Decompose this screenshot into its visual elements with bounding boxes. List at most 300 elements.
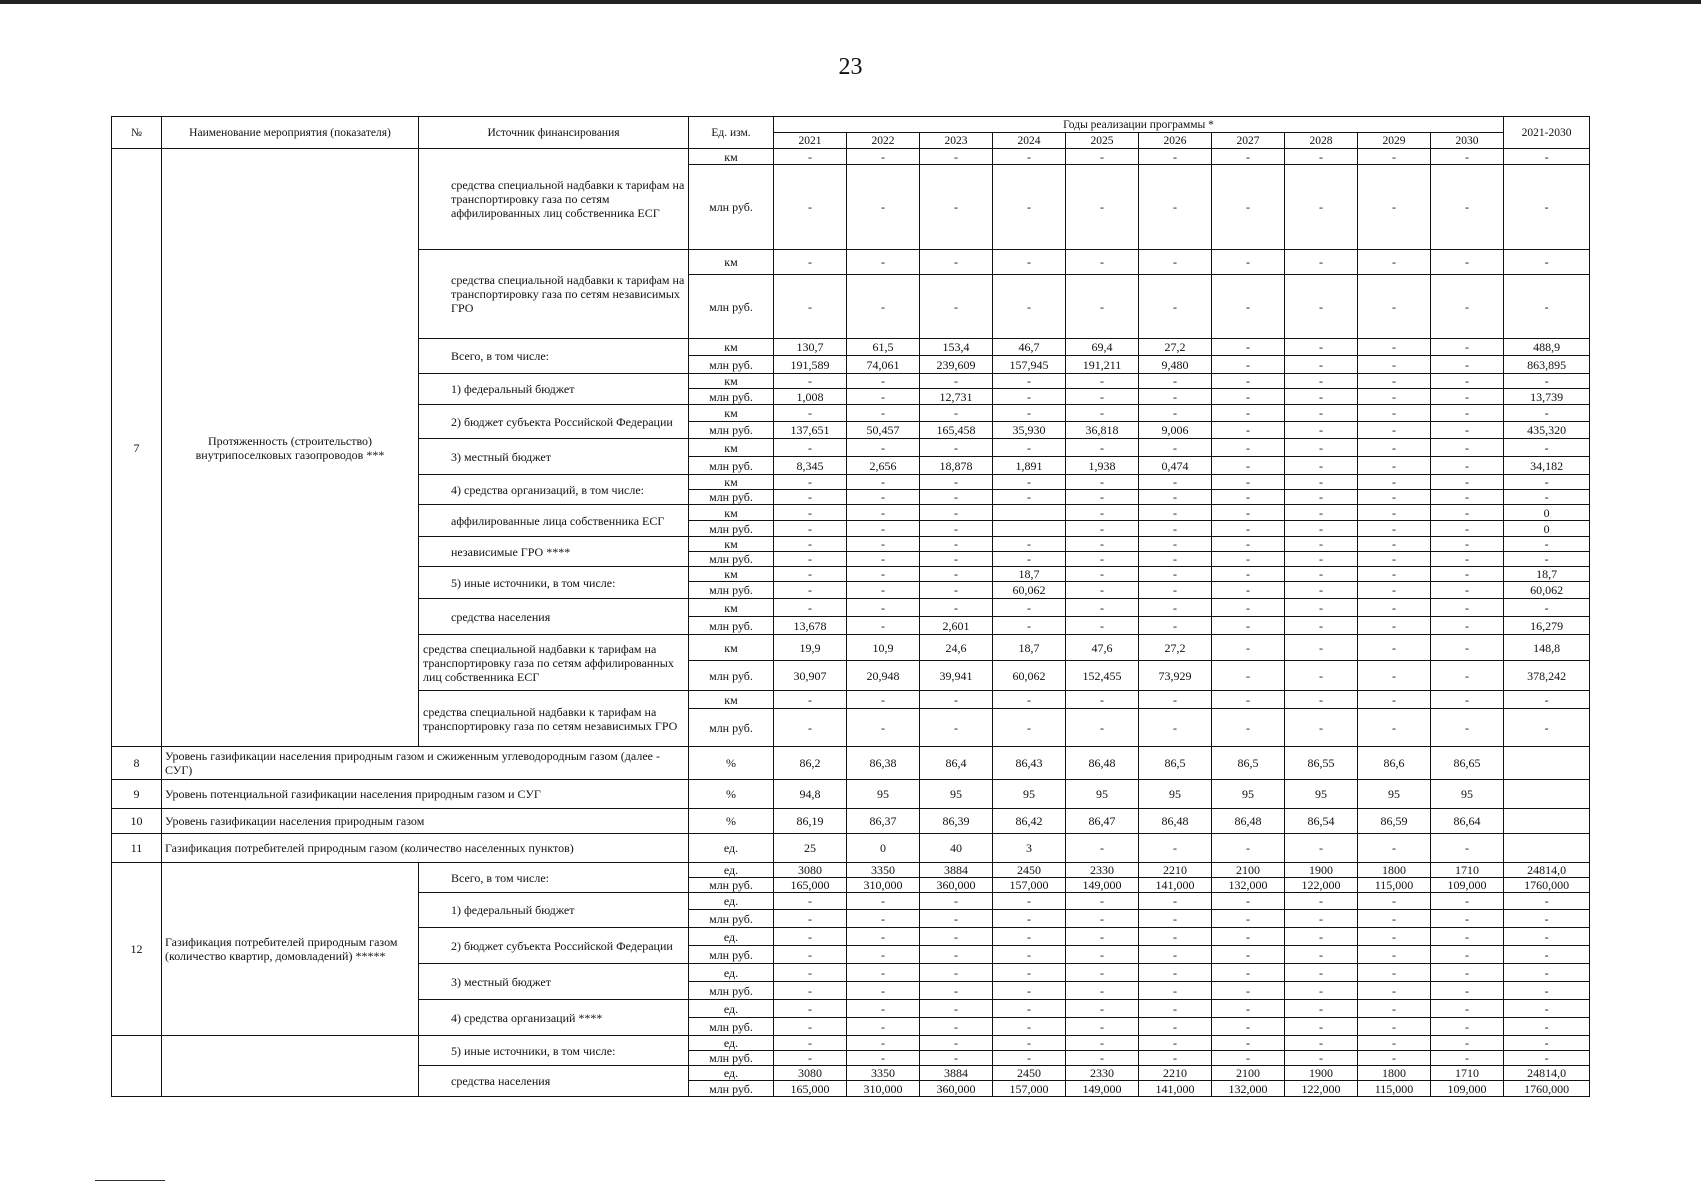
value-cell: - [847,475,920,490]
value-cell: 1,891 [993,457,1066,475]
value-cell: - [1285,165,1358,250]
value-cell: - [1285,661,1358,691]
value-cell: - [1066,834,1139,863]
value-cell: - [1358,521,1431,537]
value-cell: - [774,275,847,339]
total-cell: 863,895 [1504,356,1590,374]
value-cell: - [1212,457,1285,475]
value-cell: - [1212,552,1285,567]
value-cell: - [1066,964,1139,982]
value-cell: - [774,250,847,275]
value-cell: - [847,946,920,964]
total-cell: 24814,0 [1504,1066,1590,1081]
value-cell: 157,945 [993,356,1066,374]
value-cell: 86,5 [1212,747,1285,780]
source-cell: 2) бюджет субъекта Российской Федерации [419,405,689,439]
value-cell: 69,4 [1066,339,1139,356]
value-cell: - [1212,374,1285,389]
value-cell: - [1139,439,1212,457]
value-cell: - [1212,356,1285,374]
unit-cell: млн руб. [689,582,774,599]
value-cell: 30,907 [774,661,847,691]
value-cell: - [920,964,993,982]
value-cell: 2,656 [847,457,920,475]
indicator-row [112,747,1590,780]
value-cell: 86,48 [1139,809,1212,834]
unit-cell: млн руб. [689,982,774,1000]
unit-cell: км [689,475,774,490]
value-cell: - [993,946,1066,964]
unit-cell: % [689,809,774,834]
total-cell: - [1504,691,1590,709]
item-number: 8 [112,747,162,780]
value-cell: - [920,982,993,1000]
value-cell: - [1212,339,1285,356]
value-cell: - [920,439,993,457]
value-cell: - [1431,691,1504,709]
value-cell: - [993,1000,1066,1018]
value-cell: - [993,928,1066,946]
value-cell: - [1358,505,1431,521]
value-cell: - [774,567,847,582]
value-cell: 149,000 [1066,878,1139,893]
value-cell: - [1066,439,1139,457]
value-cell: 8,345 [774,457,847,475]
value-cell: 2210 [1139,863,1212,878]
value-cell: - [1431,165,1504,250]
value-cell: - [1358,910,1431,928]
value-cell: - [847,275,920,339]
value-cell: - [993,1051,1066,1066]
indicator-name: Уровень потенциальной газификации населения природным газом и СУГ [162,780,689,809]
value-cell: - [1066,893,1139,910]
value-cell: - [1358,374,1431,389]
value-cell: 109,000 [1431,1081,1504,1097]
header-year: 2026 [1139,133,1212,149]
total-cell: - [1504,374,1590,389]
value-cell: - [1212,422,1285,439]
value-cell: 86,4 [920,747,993,780]
value-cell: - [1139,1051,1212,1066]
value-cell: - [1431,1018,1504,1036]
unit-cell: ед. [689,1066,774,1081]
value-cell: - [847,149,920,165]
value-cell: - [1212,505,1285,521]
value-cell: - [1285,1000,1358,1018]
value-cell: 360,000 [920,878,993,893]
total-cell: - [1504,552,1590,567]
value-cell: - [1431,910,1504,928]
total-cell: 34,182 [1504,457,1590,475]
value-cell: - [847,521,920,537]
value-cell: - [1358,1036,1431,1051]
total-cell: - [1504,165,1590,250]
total-cell: 148,8 [1504,635,1590,661]
unit-cell: млн руб. [689,521,774,537]
unit-cell: км [689,374,774,389]
value-cell: - [993,405,1066,422]
value-cell: - [1358,1000,1431,1018]
total-cell: 60,062 [1504,582,1590,599]
value-cell: - [1285,567,1358,582]
total-cell: - [1504,709,1590,747]
indicator-row [112,809,1590,834]
value-cell: 18,7 [993,635,1066,661]
value-cell: - [1285,356,1358,374]
value-cell: - [1431,552,1504,567]
indicator-name: Газификация потребителей природным газом (количество населенных пунктов) [162,834,689,863]
value-cell: - [1285,635,1358,661]
total-cell: - [1504,405,1590,422]
total-cell: 18,7 [1504,567,1590,582]
value-cell: - [920,149,993,165]
value-cell: - [993,475,1066,490]
unit-cell: ед. [689,863,774,878]
source-cell: средства специальной надбавки к тарифам на транспортировку газа по сетям аффилированных лиц собственника ЕСГ [419,149,689,250]
value-cell: - [920,552,993,567]
value-cell: 9,006 [1139,422,1212,439]
value-cell: 86,5 [1139,747,1212,780]
value-cell: - [1431,521,1504,537]
value-cell: - [1139,149,1212,165]
value-cell: - [1285,457,1358,475]
unit-cell: ед. [689,928,774,946]
value-cell: - [1358,339,1431,356]
total-cell [1504,809,1590,834]
unit-cell: млн руб. [689,275,774,339]
value-cell: - [1066,490,1139,505]
value-cell: - [993,490,1066,505]
source-cell: 4) средства организаций, в том числе: [419,475,689,505]
value-cell: 86,38 [847,747,920,780]
total-cell: 13,739 [1504,389,1590,405]
value-cell: 1900 [1285,863,1358,878]
value-cell: - [1066,374,1139,389]
value-cell: 165,000 [774,1081,847,1097]
value-cell: - [847,1018,920,1036]
value-cell: 86,6 [1358,747,1431,780]
value-cell: 86,54 [1285,809,1358,834]
source-cell: средства специальной надбавки к тарифам на транспортировку газа по сетям независимых ГРО [419,691,689,747]
source-cell: Всего, в том числе: [419,863,689,893]
value-cell: 86,42 [993,809,1066,834]
value-cell: 61,5 [847,339,920,356]
value-cell: - [774,582,847,599]
total-cell: - [1504,599,1590,617]
value-cell: 3884 [920,863,993,878]
value-cell: 130,7 [774,339,847,356]
value-cell: - [1358,691,1431,709]
value-cell: - [1066,389,1139,405]
value-cell: 2,601 [920,617,993,635]
value-cell: - [1066,567,1139,582]
value-cell: 109,000 [1431,878,1504,893]
value-cell: - [1431,275,1504,339]
value-cell: - [1431,928,1504,946]
item-number: 7 [112,149,162,747]
value-cell: - [1358,964,1431,982]
value-cell: 27,2 [1139,635,1212,661]
value-cell: - [774,910,847,928]
value-cell: - [993,275,1066,339]
value-cell: - [920,1018,993,1036]
value-cell: - [1285,275,1358,339]
value-cell: 20,948 [847,661,920,691]
unit-cell: млн руб. [689,389,774,405]
value-cell: 74,061 [847,356,920,374]
value-cell: 0 [847,834,920,863]
value-cell: 86,47 [1066,809,1139,834]
value-cell: - [1212,439,1285,457]
top-border-line [0,0,1701,4]
value-cell: - [774,1018,847,1036]
value-cell: - [1285,982,1358,1000]
value-cell: - [1066,582,1139,599]
value-cell: - [1431,422,1504,439]
value-cell: 46,7 [993,339,1066,356]
value-cell: - [847,552,920,567]
source-cell: 5) иные источники, в том числе: [419,567,689,599]
unit-cell: млн руб. [689,1081,774,1097]
value-cell: - [1139,599,1212,617]
value-cell: 25 [774,834,847,863]
value-cell: - [1139,537,1212,552]
footnote-separator [95,1180,165,1181]
value-cell: 40 [920,834,993,863]
value-cell: - [847,1036,920,1051]
value-cell: - [1285,910,1358,928]
value-cell: - [1358,709,1431,747]
total-cell: - [1504,490,1590,505]
value-cell: - [1139,834,1212,863]
value-cell: - [1212,834,1285,863]
value-cell: 191,589 [774,356,847,374]
value-cell: 86,55 [1285,747,1358,780]
value-cell: - [920,275,993,339]
unit-cell: млн руб. [689,910,774,928]
unit-cell: км [689,405,774,422]
total-cell: - [1504,475,1590,490]
header-year: 2029 [1358,133,1431,149]
value-cell: - [993,709,1066,747]
value-cell: - [1431,635,1504,661]
value-cell: - [1212,165,1285,250]
value-cell: - [1212,617,1285,635]
value-cell: 2100 [1212,1066,1285,1081]
value-cell: - [1066,475,1139,490]
value-cell: - [1066,149,1139,165]
value-cell: 95 [1285,780,1358,809]
total-cell: 0 [1504,505,1590,521]
value-cell: - [1066,709,1139,747]
value-cell: - [1358,946,1431,964]
value-cell: - [1358,475,1431,490]
value-cell: 2330 [1066,1066,1139,1081]
value-cell: - [1066,1018,1139,1036]
value-cell: - [993,617,1066,635]
value-cell: - [1285,405,1358,422]
value-cell: 360,000 [920,1081,993,1097]
program-table [111,116,1590,1097]
source-cell: аффилированные лица собственника ЕСГ [419,505,689,537]
value-cell: - [774,691,847,709]
value-cell: - [1431,1051,1504,1066]
value-cell: - [847,893,920,910]
value-cell: - [1285,422,1358,439]
value-cell: - [993,389,1066,405]
value-cell: 122,000 [1285,1081,1358,1097]
value-cell: - [1212,946,1285,964]
table-body [112,117,1590,1097]
value-cell: 3350 [847,863,920,878]
total-cell: - [1504,439,1590,457]
value-cell: - [1358,552,1431,567]
value-cell: - [774,982,847,1000]
item-name: Протяженность (строительство) внутрипоселковых газопроводов *** [162,149,419,747]
value-cell: 152,455 [1066,661,1139,691]
value-cell: - [1139,374,1212,389]
value-cell: 86,37 [847,809,920,834]
value-cell: - [1285,250,1358,275]
value-cell: 2100 [1212,863,1285,878]
value-cell: - [1358,457,1431,475]
value-cell: - [1066,165,1139,250]
value-cell: - [1285,339,1358,356]
value-cell: - [993,1018,1066,1036]
value-cell: 18,7 [993,567,1066,582]
value-cell: - [1066,505,1139,521]
value-cell: - [1212,709,1285,747]
value-cell: 35,930 [993,422,1066,439]
value-cell: - [1285,1036,1358,1051]
value-cell: - [1212,635,1285,661]
value-cell: - [774,439,847,457]
unit-cell: млн руб. [689,709,774,747]
value-cell: - [1139,275,1212,339]
value-cell: - [1139,1036,1212,1051]
value-cell: - [1212,537,1285,552]
value-cell: - [1066,910,1139,928]
value-cell: - [847,582,920,599]
value-cell: - [774,1036,847,1051]
value-cell: - [1139,910,1212,928]
value-cell: 157,000 [993,1081,1066,1097]
value-cell: 2330 [1066,863,1139,878]
value-cell: 2450 [993,1066,1066,1081]
header-unit: Ед. изм. [689,117,774,149]
value-cell: - [993,552,1066,567]
value-cell: - [774,149,847,165]
value-cell: - [1431,582,1504,599]
value-cell: - [1212,475,1285,490]
value-cell: 9,480 [1139,356,1212,374]
value-cell [993,521,1066,537]
value-cell: - [1066,617,1139,635]
value-cell: 153,4 [920,339,993,356]
value-cell: - [1212,928,1285,946]
value-cell: - [1212,275,1285,339]
value-cell: - [1066,552,1139,567]
value-cell: - [847,709,920,747]
value-cell: - [1358,405,1431,422]
value-cell: - [920,374,993,389]
value-cell: - [1431,439,1504,457]
unit-cell: млн руб. [689,490,774,505]
unit-cell: ед. [689,834,774,863]
unit-cell: млн руб. [689,878,774,893]
value-cell: 2210 [1139,1066,1212,1081]
value-cell: - [1431,567,1504,582]
total-cell: - [1504,1036,1590,1051]
value-cell: 12,731 [920,389,993,405]
total-cell: - [1504,910,1590,928]
value-cell: - [1066,982,1139,1000]
value-cell: - [847,599,920,617]
total-cell: 435,320 [1504,422,1590,439]
value-cell: - [1285,475,1358,490]
indicator-row [112,834,1590,863]
source-cell: средства населения [419,1066,689,1097]
header-year: 2028 [1285,133,1358,149]
value-cell: - [847,982,920,1000]
value-cell: 141,000 [1139,1081,1212,1097]
value-cell: - [774,405,847,422]
value-cell: - [920,691,993,709]
value-cell: - [1139,964,1212,982]
value-cell: - [920,893,993,910]
unit-cell: млн руб. [689,661,774,691]
unit-cell: ед. [689,1000,774,1018]
value-cell: - [1358,250,1431,275]
value-cell: - [1285,374,1358,389]
value-cell: - [993,964,1066,982]
value-cell: - [1285,505,1358,521]
value-cell: - [1139,250,1212,275]
value-cell: - [1285,964,1358,982]
header-year: 2030 [1431,133,1504,149]
value-cell: 27,2 [1139,339,1212,356]
value-cell: - [774,599,847,617]
value-cell: 60,062 [993,661,1066,691]
source-cell: 3) местный бюджет [419,964,689,1000]
value-cell: - [774,475,847,490]
value-cell: - [1139,505,1212,521]
value-cell: - [1212,490,1285,505]
value-cell: 86,48 [1066,747,1139,780]
value-cell: 94,8 [774,780,847,809]
value-cell: - [920,505,993,521]
value-cell: 86,64 [1431,809,1504,834]
value-cell: - [1066,1000,1139,1018]
source-cell: независимые ГРО **** [419,537,689,567]
value-cell: 310,000 [847,878,920,893]
value-cell: - [847,691,920,709]
value-cell: - [1285,946,1358,964]
value-cell: - [1212,1000,1285,1018]
header-name: Наименование мероприятия (показателя) [162,117,419,149]
unit-cell: ед. [689,893,774,910]
value-cell: - [993,374,1066,389]
value-cell: - [1431,893,1504,910]
source-cell: 1) федеральный бюджет [419,374,689,405]
value-cell: - [1139,982,1212,1000]
value-cell: 95 [1358,780,1431,809]
value-cell: 10,9 [847,635,920,661]
value-cell: 95 [920,780,993,809]
value-cell: - [1431,599,1504,617]
value-cell: - [1139,389,1212,405]
value-cell: - [1285,552,1358,567]
